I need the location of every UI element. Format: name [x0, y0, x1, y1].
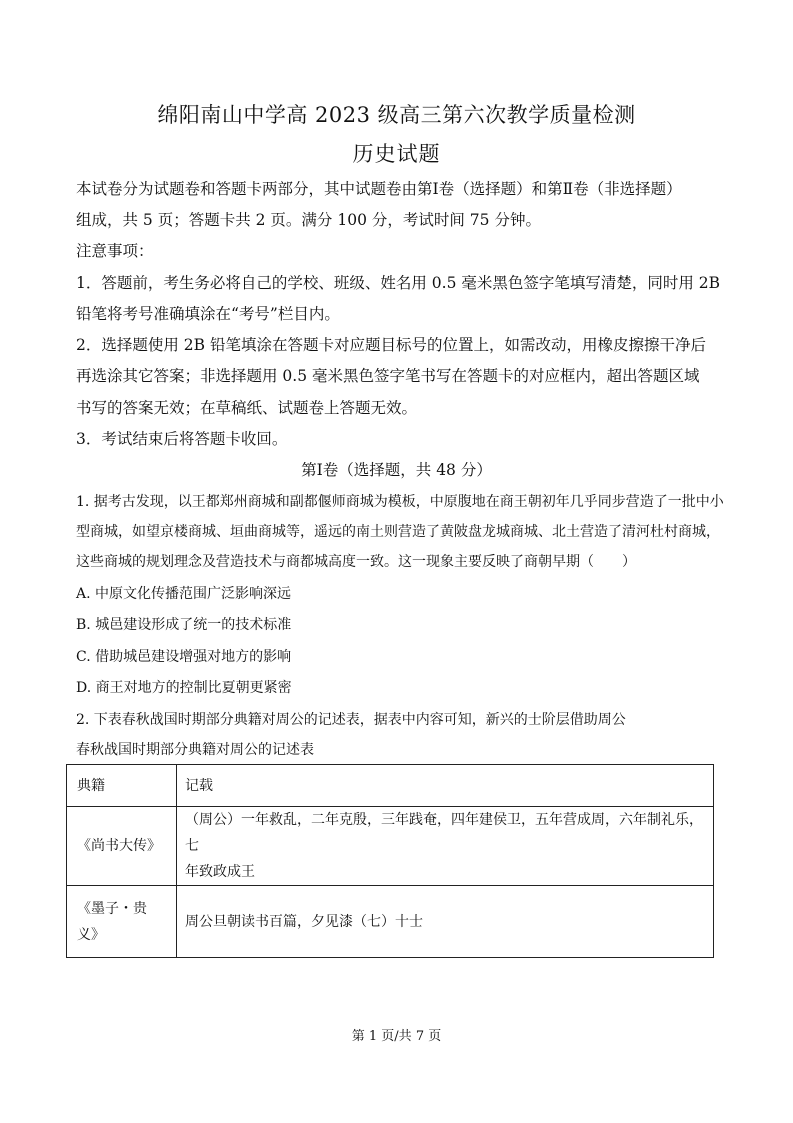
table-header-book: 典籍	[67, 765, 177, 807]
q1-option-c: C. 借助城邑建设增强对地方的影响	[76, 649, 292, 665]
q1-option-b: B. 城邑建设形成了统一的技术标准	[76, 617, 292, 633]
table-cell-record	[177, 807, 714, 886]
table-header-record: 记载	[177, 765, 714, 807]
table-cell-book: 《尚书大传》	[67, 807, 177, 886]
q1-stem-line-3: 这些商城的规划理念及营造技术与商都城高度一致。这一现象主要反映了商朝早期（ ）	[76, 554, 636, 570]
q1-stem-line-1: 1. 据考古发现，以王都郑州商城和副都偃师商城为模板，中原腹地在商王朝初年几乎同步营造了一批中小	[76, 494, 724, 510]
book-line: 义》	[77, 926, 105, 943]
notice-2-line-3: 书写的答案无效；在草稿纸、试题卷上答题无效。	[76, 399, 418, 417]
notice-2-line-2: 再选涂其它答案；非选择题用 0.5 毫米黑色签字笔书写在答题卡的对应框内，超出答题区域	[76, 367, 700, 385]
table-header-row	[67, 765, 714, 807]
book-line: 《墨子・贵	[77, 900, 147, 917]
notice-1-line-1: 1．答题前，考生务必将自己的学校、班级、姓名用 0.5 毫米黑色签字笔填写清楚，同时用 2B	[76, 274, 721, 292]
table-row	[67, 807, 714, 886]
table-cell-record: 周公旦朝读书百篇，夕见漆（七）十士	[177, 886, 714, 958]
exam-title: 绵阳南山中学高 2023 级高三第六次教学质量检测	[157, 103, 636, 127]
intro-line-1: 本试卷分为试题卷和答题卡两部分，其中试题卷由第Ⅰ卷（选择题）和第Ⅱ卷（非选择题）	[76, 180, 682, 198]
record-line: 年致政成王	[185, 864, 255, 880]
notice-2-line-1: 2．选择题使用 2B 铅笔填涂在答题卡对应题目标号的位置上，如需改动，用橡皮擦擦干净后	[76, 336, 706, 354]
q1-option-d: D. 商王对地方的控制比夏朝更紧密	[76, 680, 292, 696]
notice-heading: 注意事项：	[76, 242, 154, 260]
notice-3: 3．考试结束后将答题卡收回。	[76, 430, 288, 448]
records-table	[66, 764, 714, 958]
page-number: 第 1 页/共 7 页	[351, 1029, 442, 1044]
notice-1-line-2: 铅笔将考号准确填涂在“考号”栏目内。	[76, 305, 340, 323]
q1-option-a: A. 中原文化传播范围广泛影响深远	[76, 586, 292, 602]
section-heading: 第Ⅰ卷（选择题，共 48 分）	[301, 461, 492, 479]
q2-stem: 2. 下表春秋战国时期部分典籍对周公的记述表，据表中内容可知，新兴的士阶层借助周公	[76, 712, 626, 728]
table-cell-book	[67, 886, 177, 958]
exam-subject: 历史试题	[352, 142, 441, 166]
intro-line-2: 组成，共 5 页；答题卡共 2 页。满分 100 分，考试时间 75 分钟。	[76, 211, 541, 229]
q2-table-caption: 春秋战国时期部分典籍对周公的记述表	[76, 742, 314, 758]
record-line: （周公）一年救乱，二年克殷，三年践奄，四年建侯卫，五年营成周，六年制礼乐，七	[185, 812, 703, 854]
q1-stem-line-2: 型商城，如望京楼商城、垣曲商城等，遥远的南土则营造了黄陂盘龙城商城、北土营造了清河杜村商城，	[76, 524, 720, 540]
table-row	[67, 886, 714, 958]
